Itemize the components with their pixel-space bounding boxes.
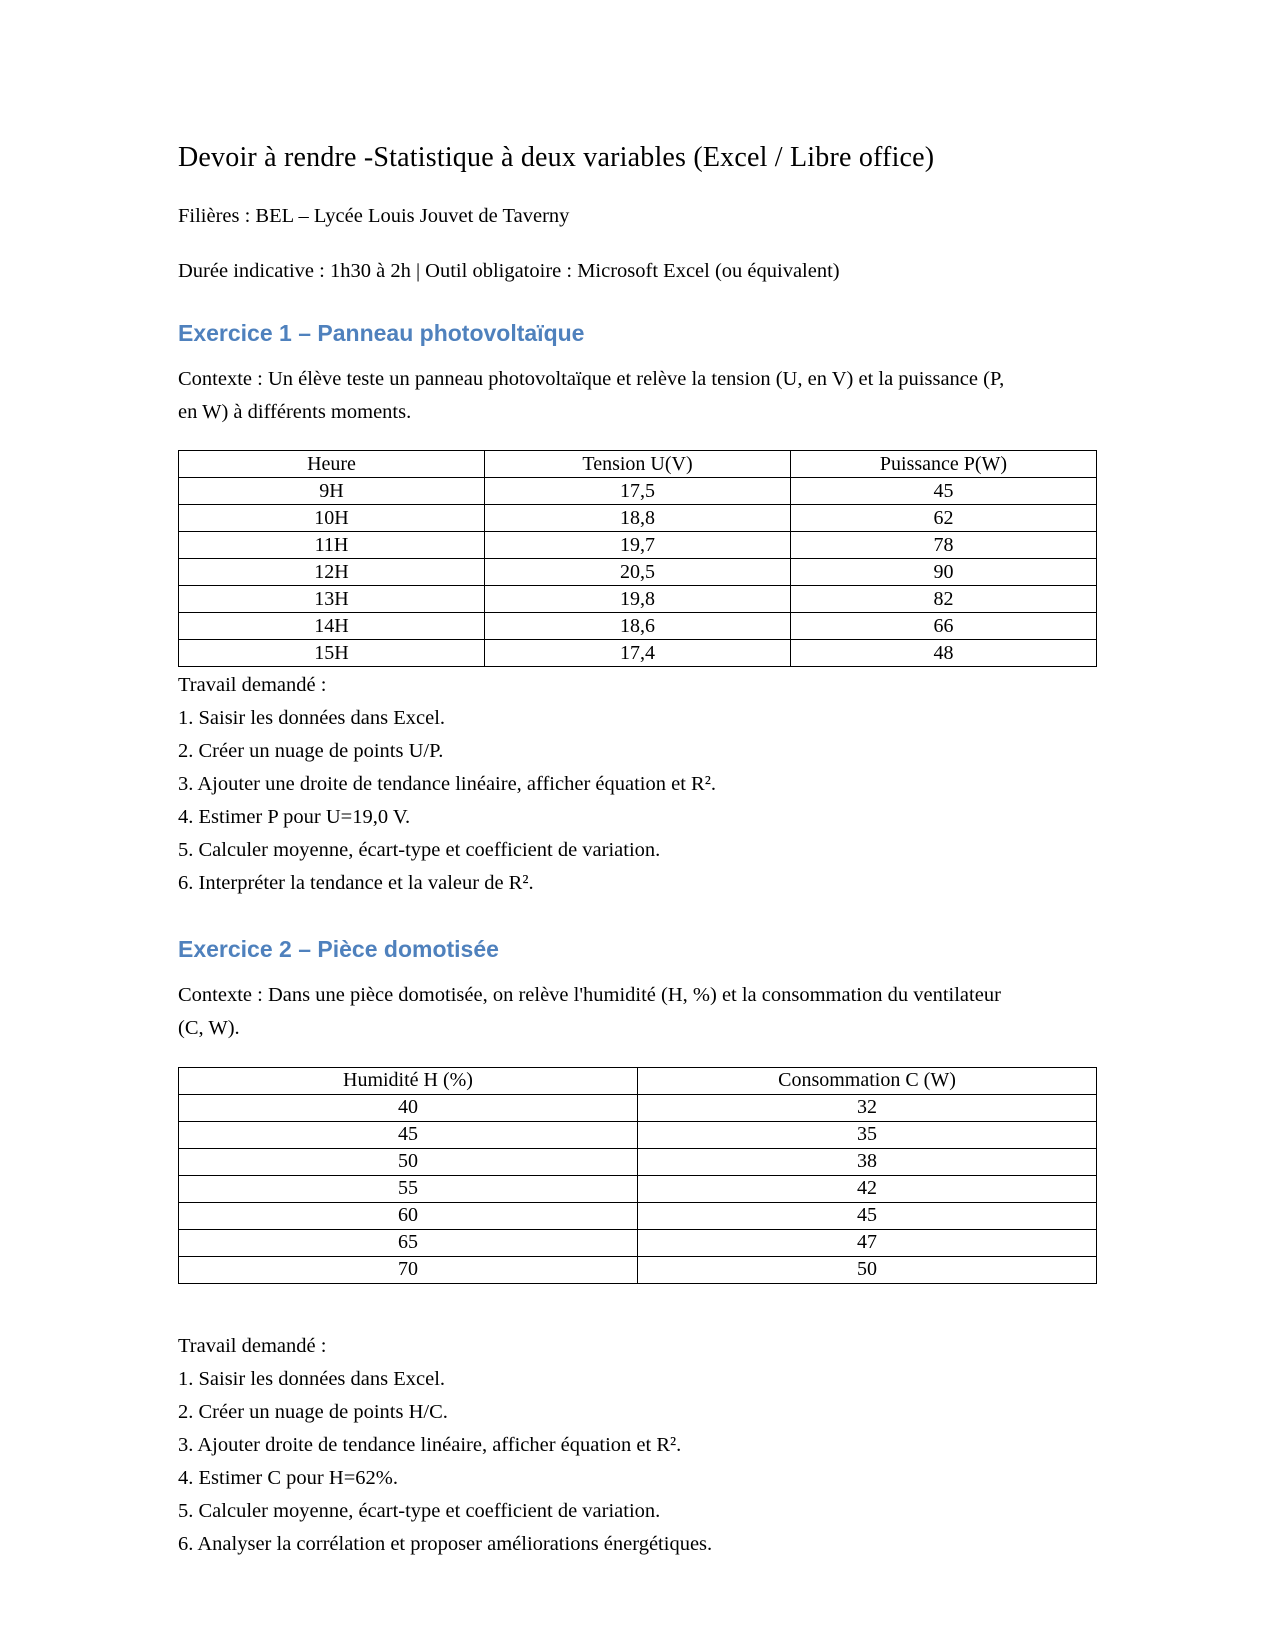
table1-cell-tension: 19,8 <box>485 586 791 613</box>
task-item: 6. Analyser la corrélation et proposer améliorations énergétiques. <box>178 1532 713 1555</box>
table1-header-row <box>179 451 1097 478</box>
table2-cell-consommation: 47 <box>638 1229 1097 1256</box>
table1-cell-tension: 19,7 <box>485 532 791 559</box>
exercise1-work-block <box>178 669 1097 900</box>
exercise1-context: Contexte : Un élève teste un panneau photovoltaïque et relève la tension (U, en V) et la puissance (P, en W) à différents moments. <box>178 367 1005 423</box>
table-row <box>179 532 1097 559</box>
table-row <box>179 505 1097 532</box>
table1-header-puissance: Puissance P(W) <box>791 451 1097 478</box>
table1-cell-tension: 17,4 <box>485 640 791 667</box>
table-row <box>179 1229 1097 1256</box>
exercise2-context: Contexte : Dans une pièce domotisée, on relève l'humidité (H, %) et la consommation du ventilateur (C, W). <box>178 984 1001 1039</box>
table1-cell-puissance: 90 <box>791 559 1097 586</box>
table1-cell-heure: 15H <box>179 640 485 667</box>
exercise2-table <box>178 1067 1097 1284</box>
table-row <box>179 1202 1097 1229</box>
duree-line: Durée indicative : 1h30 à 2h | Outil obligatoire : Microsoft Excel (ou équivalent) <box>178 259 840 282</box>
table1-cell-puissance: 45 <box>791 478 1097 505</box>
table1-cell-puissance: 66 <box>791 613 1097 640</box>
table1-cell-puissance: 48 <box>791 640 1097 667</box>
document-title: Devoir à rendre -Statistique à deux variables (Excel / Libre office) <box>178 142 935 173</box>
table-row <box>179 1121 1097 1148</box>
table1-header-tension: Tension U(V) <box>485 451 791 478</box>
table-row <box>179 1148 1097 1175</box>
table2-cell-consommation: 38 <box>638 1148 1097 1175</box>
table1-header-heure: Heure <box>179 451 485 478</box>
table-row <box>179 1094 1097 1121</box>
table2-cell-consommation: 35 <box>638 1121 1097 1148</box>
table1-cell-heure: 12H <box>179 559 485 586</box>
table2-cell-consommation: 32 <box>638 1094 1097 1121</box>
task-item: 3. Ajouter droite de tendance linéaire, afficher équation et R². <box>178 1433 682 1456</box>
table1-cell-puissance: 62 <box>791 505 1097 532</box>
table2-cell-consommation: 50 <box>638 1256 1097 1283</box>
table-row <box>179 1175 1097 1202</box>
task-item: 1. Saisir les données dans Excel. <box>178 1367 446 1390</box>
table2-cell-humidite: 60 <box>179 1202 638 1229</box>
table-row <box>179 586 1097 613</box>
table2-cell-humidite: 45 <box>179 1121 638 1148</box>
table2-cell-humidite: 50 <box>179 1148 638 1175</box>
task-item: 6. Interpréter la tendance et la valeur de R². <box>178 872 534 895</box>
table1-cell-tension: 17,5 <box>485 478 791 505</box>
table1-cell-tension: 20,5 <box>485 559 791 586</box>
task-item: 1. Saisir les données dans Excel. <box>178 707 446 730</box>
table2-cell-consommation: 42 <box>638 1175 1097 1202</box>
table-row <box>179 640 1097 667</box>
task-item: 4. Estimer P pour U=19,0 V. <box>178 806 411 829</box>
table2-cell-humidite: 65 <box>179 1229 638 1256</box>
exercise2-heading: Exercice 2 – Pièce domotisée <box>178 936 499 963</box>
table1-cell-puissance: 82 <box>791 586 1097 613</box>
table2-cell-humidite: 70 <box>179 1256 638 1283</box>
table1-cell-puissance: 78 <box>791 532 1097 559</box>
task-item: 2. Créer un nuage de points H/C. <box>178 1400 448 1423</box>
exercise2-work-block <box>178 1330 1097 1561</box>
table-row <box>179 478 1097 505</box>
task-item: 4. Estimer C pour H=62%. <box>178 1466 398 1489</box>
exercise1-table <box>178 450 1097 667</box>
table-row <box>179 613 1097 640</box>
filieres-line: Filières : BEL – Lycée Louis Jouvet de Taverny <box>178 205 570 227</box>
table1-cell-tension: 18,6 <box>485 613 791 640</box>
table2-cell-humidite: 55 <box>179 1175 638 1202</box>
table2-cell-consommation: 45 <box>638 1202 1097 1229</box>
task-item: 5. Calculer moyenne, écart-type et coefficient de variation. <box>178 1499 661 1522</box>
table1-cell-heure: 11H <box>179 532 485 559</box>
table2-cell-humidite: 40 <box>179 1094 638 1121</box>
table2-header-row <box>179 1067 1097 1094</box>
table-row <box>179 1256 1097 1283</box>
table1-cell-heure: 9H <box>179 478 485 505</box>
table1-cell-heure: 14H <box>179 613 485 640</box>
exercise1-work-label: Travail demandé : <box>178 674 327 697</box>
task-item: 3. Ajouter une droite de tendance linéaire, afficher équation et R². <box>178 773 716 796</box>
table2-header-humidite: Humidité H (%) <box>179 1067 638 1094</box>
table-row <box>179 559 1097 586</box>
table1-cell-tension: 18,8 <box>485 505 791 532</box>
task-item: 5. Calculer moyenne, écart-type et coefficient de variation. <box>178 839 661 862</box>
table1-cell-heure: 10H <box>179 505 485 532</box>
task-item: 2. Créer un nuage de points U/P. <box>178 740 444 763</box>
exercise2-work-label: Travail demandé : <box>178 1334 327 1357</box>
table2-header-consommation: Consommation C (W) <box>638 1067 1097 1094</box>
exercise1-heading: Exercice 1 – Panneau photovoltaïque <box>178 320 585 347</box>
table1-cell-heure: 13H <box>179 586 485 613</box>
